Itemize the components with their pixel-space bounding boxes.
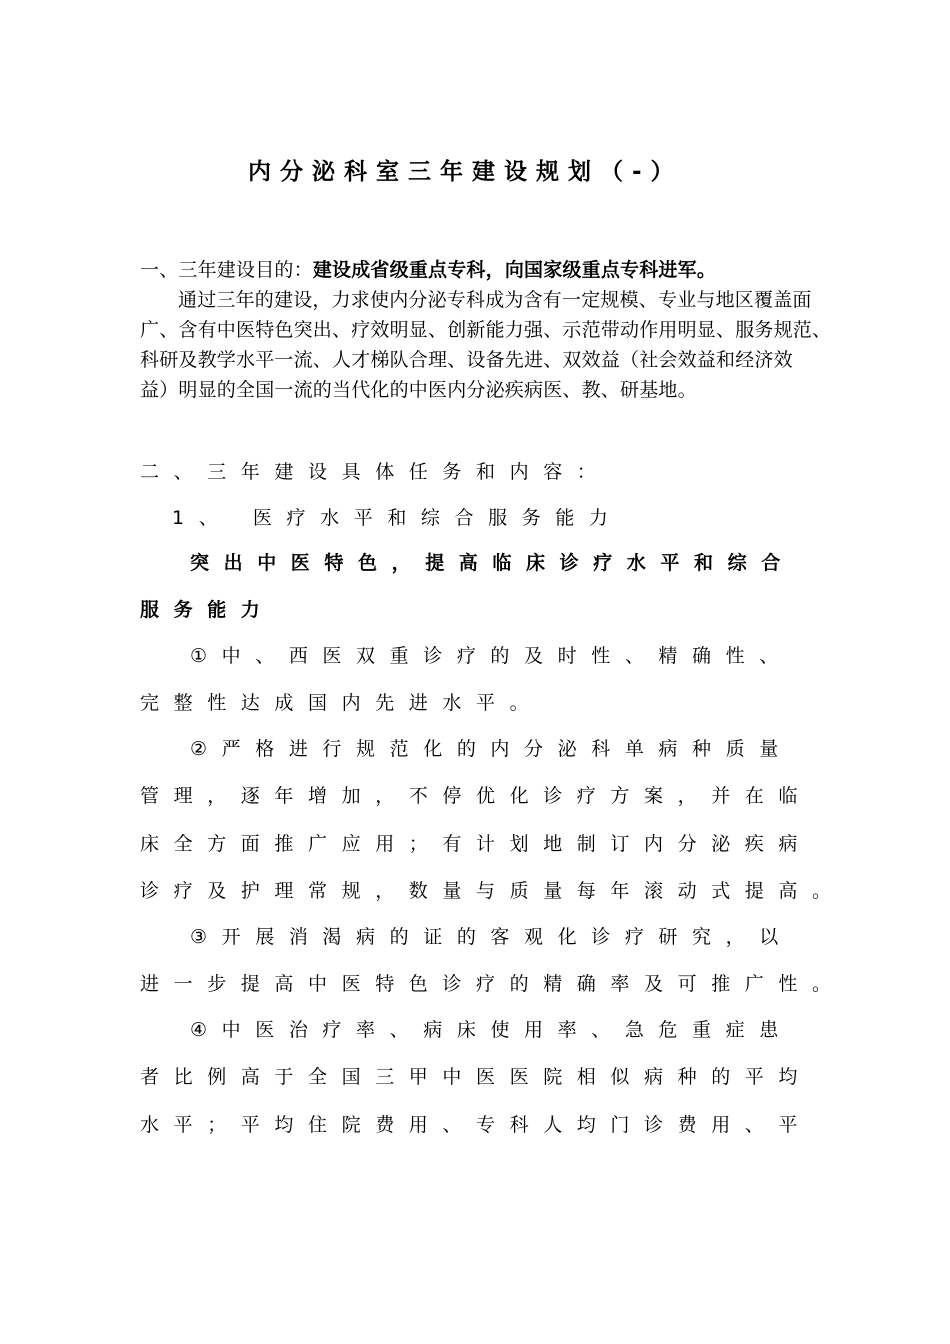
section1-heading bbox=[140, 258, 716, 282]
section2-bold-line: 突出中医特色，提高临床诊疗水平和综合 bbox=[190, 552, 795, 574]
item-line: 水平；平均住院费用、专科人均门诊费用、平 bbox=[140, 1114, 813, 1136]
item-line: 进一步提高中医特色诊疗的精确率及可推广性。 bbox=[140, 973, 846, 995]
section2-bold-line: 服务能力 bbox=[140, 599, 275, 621]
item-line: ③开展消渴病的证的客观化诊疗研究，以 bbox=[190, 926, 793, 948]
item-line: 完整性达成国内先进水平。 bbox=[140, 692, 544, 714]
section1-paragraph-line: 广、含有中医特色突出、疗效明显、创新能力强、示范带动作用明显、服务规范、 bbox=[140, 319, 832, 341]
section2-subheading: 1、 医疗水平和综合服务能力 bbox=[172, 507, 623, 529]
item-line: ④中医治疗率、病床使用率、急危重症患 bbox=[190, 1019, 793, 1041]
item-line: 者比例高于全国三甲中医医院相似病种的平均 bbox=[140, 1066, 813, 1088]
item-line: 诊疗及护理常规，数量与质量每年滚动式提高。 bbox=[140, 880, 846, 902]
item-line: ①中、西医双重诊疗的及时性、精确性、 bbox=[190, 645, 793, 667]
item-line: 床全方面推广应用；有计划地制订内分泌疾病 bbox=[140, 833, 813, 855]
document-title: 内分泌科室三年建设规划（-） bbox=[248, 159, 683, 185]
section1-heading-prefix: 一、三年建设目的： bbox=[140, 259, 313, 281]
section1-heading-bold: 建设成省级重点专科，向国家级重点专科进军。 bbox=[312, 259, 717, 281]
section1-paragraph-line: 科研及教学水平一流、人才梯队合理、设备先进、双效益（社会效益和经济效 bbox=[140, 349, 793, 371]
item-line: ②严格进行规范化的内分泌科单病种质量 bbox=[190, 738, 793, 760]
section1-paragraph-line: 通过三年的建设，力求使内分泌专科成为含有一定规模、专业与地区覆盖面 bbox=[178, 289, 812, 311]
section1-paragraph-line: 益）明显的全国一流的当代化的中医内分泌疾病医、教、研基地。 bbox=[140, 379, 697, 401]
item-line: 管理，逐年增加，不停优化诊疗方案，并在临 bbox=[140, 785, 813, 807]
section2-heading: 二、三年建设具体任务和内容： bbox=[140, 461, 611, 483]
